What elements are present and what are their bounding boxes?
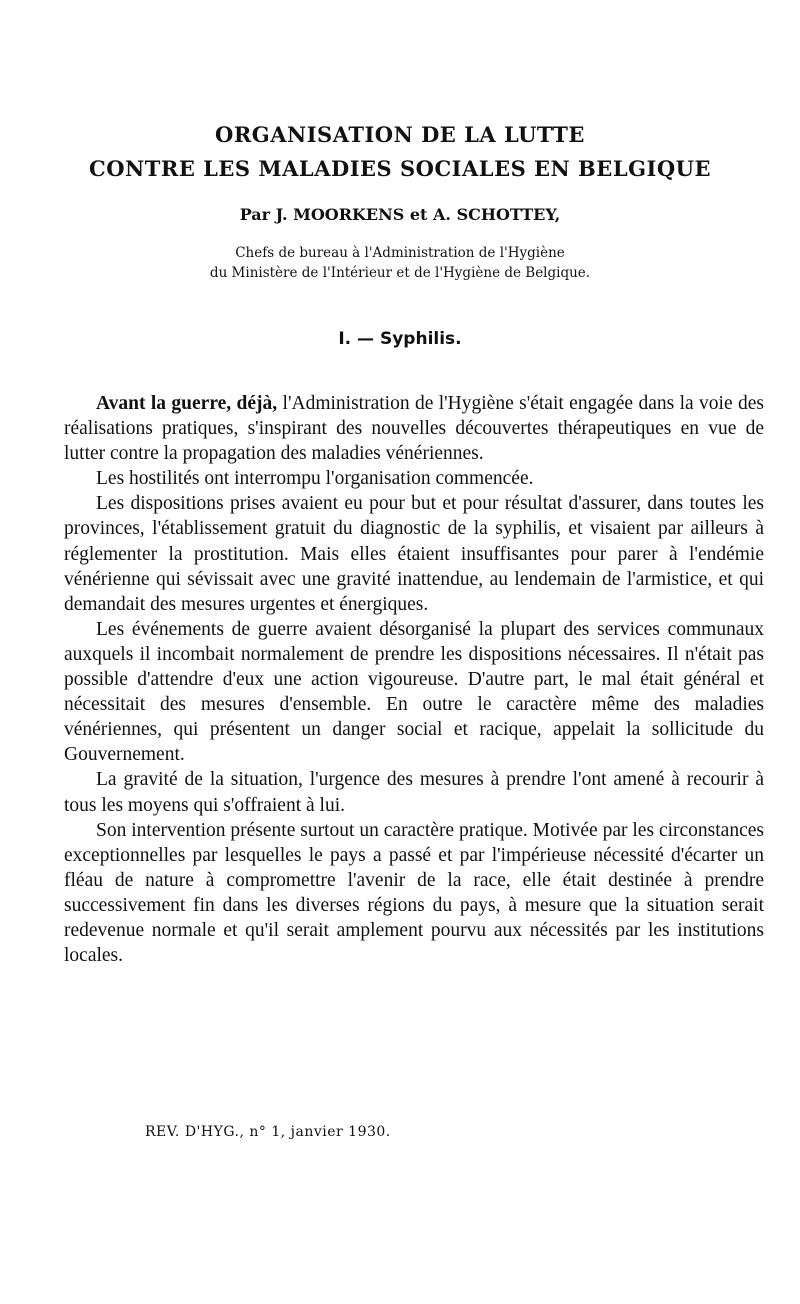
article-title: [0, 118, 800, 186]
paragraph: [64, 391, 764, 466]
paragraph: [64, 767, 764, 817]
affiliation: [0, 243, 800, 283]
section-heading: I. — Syphilis.: [338, 329, 462, 349]
paragraph: [64, 818, 764, 969]
affiliation-line-2: du Ministère de l'Intérieur et de l'Hygiène de Belgique.: [209, 265, 591, 281]
affiliation-line-1: Chefs de bureau à l'Administration de l'Hygiène: [235, 245, 565, 261]
author-line: Par J. MOORKENS et A. SCHOTTEY,: [239, 205, 561, 224]
paragraph-text: Son intervention présente surtout un caractère pratique. Motivée par les circonstances exceptionnelles par lesquelles le pays a passé et par l'impérieuse nécessité d'écarter un fléau de nature à compromettre l'avenir de la race, elle était destinée à prendre successivement fin dans les diverses régions du pays, à mesure que la situation serait redevenue normale et qu'il serait amplement pourvu aux nécessités par les institutions locales.: [64, 819, 764, 967]
body-text: [64, 391, 764, 968]
paragraph-text: Les hostilités ont interrompu l'organisation commencée.: [96, 468, 534, 490]
paragraph: [64, 491, 764, 616]
paragraph-text: Les dispositions prises avaient eu pour but et pour résultat d'assurer, dans toutes les provinces, l'établissement gratuit du diagnostic de la syphilis, et visaient par ailleurs à réglementer la prostitution. Mais elles étaient insuffisantes pour parer à l'endémie vénérienne qui sévissait avec une gravité inattendue, au lendemain de l'armistice, et qui demandait des mesures urgentes et énergiques.: [64, 493, 764, 615]
paragraph: [64, 466, 764, 491]
paragraph: [64, 617, 764, 768]
paragraph-text: Les événements de guerre avaient désorganisé la plupart des services communaux auxquels il incombait normalement de prendre les dispositions nécessaires. Il n'était pas possible d'attendre d'eux une action vigoureuse. D'autre part, le mal était général et nécessitait des mesures d'ensemble. En outre le caractère même des maladies vénériennes, qui présentent un danger social et racique, appelait la sollicitude du Gouvernement.: [64, 618, 764, 766]
journal-footer: REV. D'HYG., n° 1, janvier 1930.: [145, 1124, 391, 1140]
paragraph-text: l'Administration de l'Hygiène s'était engagée dans la voie des réalisations pratiques, s'inspirant des nouvelles découvertes thérapeutiques en vue de lutter contre la propagation des maladies vénériennes.: [64, 393, 764, 465]
title-line-2: CONTRE LES MALADIES SOCIALES EN BELGIQUE: [89, 156, 711, 181]
paragraph-text: La gravité de la situation, l'urgence des mesures à prendre l'ont amené à recourir à tous les moyens qui s'offraient à lui.: [64, 769, 764, 816]
paragraph-lead: Avant la guerre, déjà,: [96, 393, 278, 414]
title-line-1: ORGANISATION DE LA LUTTE: [215, 122, 585, 147]
